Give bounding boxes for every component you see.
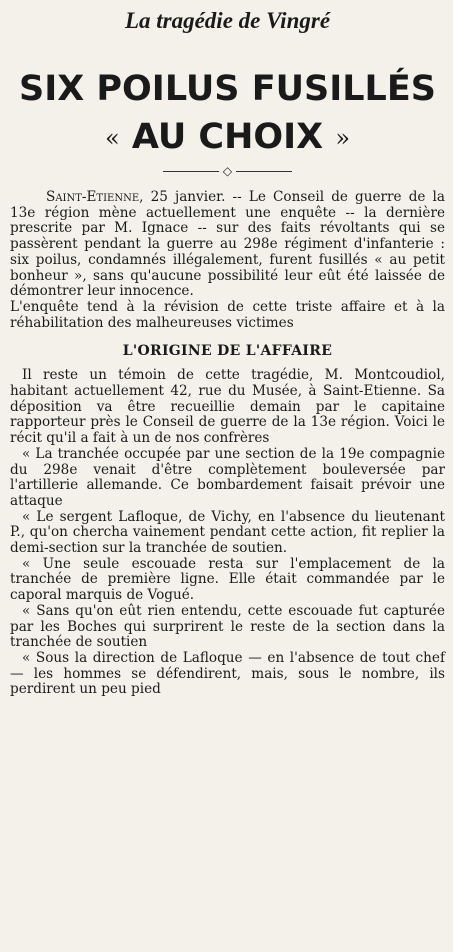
body-paragraph-3: « Le sergent Lafloque, de Vichy, en l'absence du lieutenant P., qu'on chercha vainement pendant cette action, fit replier la demi-section sur la tranchée de soutien. — [10, 508, 445, 557]
body-paragraph-1: Il reste un témoin de cette tragédie, M. Montcoudiol, habitant actuellement 42, rue du Musée, à Saint-Etienne. Sa déposition va être recueillie demain par le capitaine rapporteur près le Conseil de guerre de la 13e région. Voici le récit qu'il a fait à un de nos confrères — [10, 367, 445, 447]
ornament-diamond-icon: ◇ — [222, 164, 233, 178]
headline-line-2-text: AU CHOIX — [131, 117, 324, 157]
section-subheading: L'ORIGINE DE L'AFFAIRE — [122, 343, 333, 360]
newspaper-column — [0, 4, 453, 952]
article-kicker: La tragédie de Vingré — [124, 8, 331, 33]
headline-line-2 — [10, 114, 445, 161]
ornament-rule-left — [163, 171, 219, 172]
ornament-divider — [10, 165, 445, 179]
dateline: Saint-Etienne, — [46, 189, 144, 205]
intro-paragraph-2: L'enquête tend à la révision de cette triste affaire et à la réhabilitation des malheureuses victimes — [10, 298, 445, 331]
body-paragraph-6: « Sous la direction de Lafloque — en l'absence de tout chef — les hommes se défendirent, mais, sous le nombre, ils perdirent un peu pied — [10, 649, 445, 698]
headline-close-quote: » — [335, 124, 351, 152]
intro-paragraph-1 — [10, 190, 445, 300]
body-paragraph-2: « La tranchée occupée par une section de la 19e compagnie du 298e venait d'être complètement bouleversée par l'artillerie allemande. Ce bombardement faisait prévoir une attaque — [10, 445, 445, 509]
intro-paragraph-1-text: 25 janvier. -- Le Conseil de guerre de la 13e région mène actuellement une enquête -- la dernière prescrite par M. Ignace -- sur des faits révoltants qui se passèrent pendant la guerre au 298e régiment d'infanterie : six poilus, condamnés illégalement, furent fusillés « au petit bonheur », sans qu'aucune possibilité leur eût été laissée de démontrer leur innocence. — [10, 189, 445, 300]
body-paragraph-4: « Une seule escouade resta sur l'emplacement de la tranchée de première ligne. Elle était commandée par le caporal marquis de Vogué. — [10, 555, 445, 604]
headline-open-quote: « — [104, 124, 120, 152]
ornament-rule-right — [236, 171, 292, 172]
headline-line-1: SIX POILUS FUSILLÉS — [19, 69, 436, 109]
body-paragraph-5: « Sans qu'on eût rien entendu, cette escouade fut capturée par les Boches qui surprirent le reste de la section dans la tranchée de soutien — [10, 602, 445, 651]
